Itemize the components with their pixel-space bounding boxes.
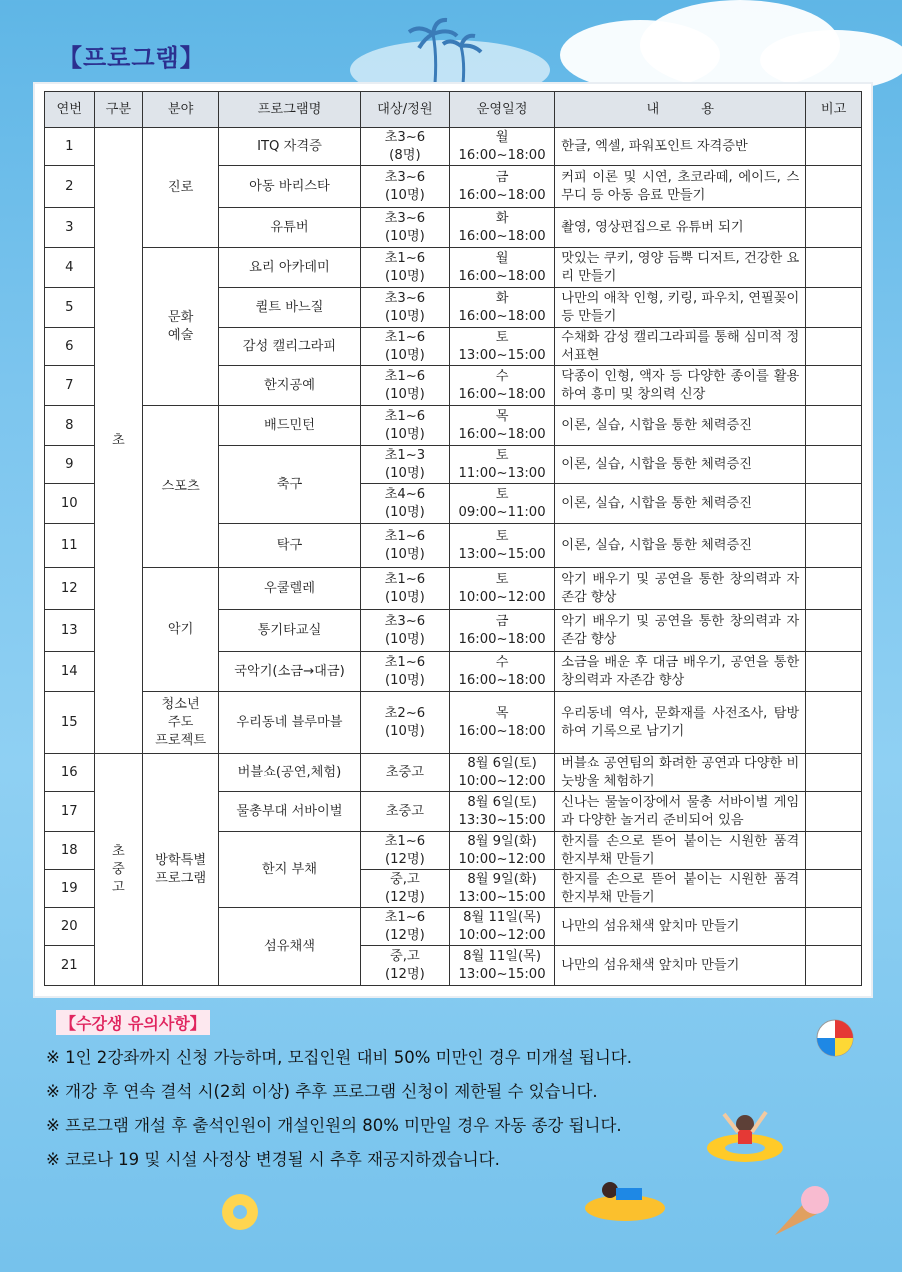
content-cell: 한글, 엑셀, 파워포인트 자격증반 (555, 128, 806, 166)
schedule-cell: 토 11:00~13:00 (449, 446, 554, 484)
row-number: 10 (45, 484, 95, 524)
program-name: 버블쇼(공연,체험) (219, 754, 361, 792)
row-number: 16 (45, 754, 95, 792)
note-cell (806, 610, 862, 652)
table-row (45, 754, 862, 792)
target-cell: 초3~6 (10명) (360, 208, 449, 248)
target-cell: 초4~6 (10명) (360, 484, 449, 524)
note-cell (806, 870, 862, 908)
schedule-cell: 월 16:00~18:00 (449, 248, 554, 288)
table-row (45, 568, 862, 610)
field-cell: 스포츠 (143, 406, 219, 568)
program-table (44, 91, 862, 986)
header-name: 프로그램명 (219, 92, 361, 128)
notice-title: 【수강생 유의사항】 (56, 1010, 210, 1035)
content-cell: 나만의 애착 인형, 키링, 파우치, 연필꽂이 등 만들기 (555, 288, 806, 328)
schedule-cell: 토 10:00~12:00 (449, 568, 554, 610)
target-cell: 초1~6 (10명) (360, 524, 449, 568)
note-cell (806, 754, 862, 792)
schedule-cell: 토 09:00~11:00 (449, 484, 554, 524)
header-field: 분야 (143, 92, 219, 128)
row-number: 13 (45, 610, 95, 652)
note-cell (806, 568, 862, 610)
target-cell: 초1~6 (10명) (360, 366, 449, 406)
field-cell: 청소년 주도 프로젝트 (143, 692, 219, 754)
note-cell (806, 832, 862, 870)
field-cell: 문화 예술 (143, 248, 219, 406)
row-number: 17 (45, 792, 95, 832)
target-cell: 초1~6 (10명) (360, 248, 449, 288)
row-number: 6 (45, 328, 95, 366)
table-row (45, 128, 862, 166)
note-cell (806, 446, 862, 484)
content-cell: 한지를 손으로 뜯어 붙이는 시원한 품격 한지부채 만들기 (555, 832, 806, 870)
row-number: 11 (45, 524, 95, 568)
schedule-cell: 화 16:00~18:00 (449, 288, 554, 328)
row-number: 14 (45, 652, 95, 692)
content-cell: 나만의 섬유채색 앞치마 만들기 (555, 946, 806, 986)
content-cell: 악기 배우기 및 공연을 통한 창의력과 자존감 향상 (555, 568, 806, 610)
content-cell: 맛있는 쿠키, 영양 듬뿍 디저트, 건강한 요리 만들기 (555, 248, 806, 288)
program-name: 섬유채색 (219, 908, 361, 986)
swimmer-ring-icon (700, 1100, 790, 1170)
row-number: 21 (45, 946, 95, 986)
header-target: 대상/정원 (360, 92, 449, 128)
note-cell (806, 524, 862, 568)
header-no: 연번 (45, 92, 95, 128)
floating-child-icon (580, 1168, 670, 1228)
notice-item: ※ 개강 후 연속 결석 시(2회 이상) 추후 프로그램 신청이 제한될 수 있습니다. (46, 1082, 598, 1101)
table-header-row (45, 92, 862, 128)
target-cell: 초1~6 (10명) (360, 328, 449, 366)
program-name: 감성 캘리그라피 (219, 328, 361, 366)
row-number: 20 (45, 908, 95, 946)
note-cell (806, 366, 862, 406)
schedule-cell: 금 16:00~18:00 (449, 610, 554, 652)
note-cell (806, 128, 862, 166)
note-cell (806, 248, 862, 288)
schedule-cell: 목 16:00~18:00 (449, 692, 554, 754)
program-name: 축구 (219, 446, 361, 524)
row-number: 19 (45, 870, 95, 908)
content-cell: 이론, 실습, 시합을 통한 체력증진 (555, 446, 806, 484)
row-number: 5 (45, 288, 95, 328)
content-cell: 촬영, 영상편집으로 유튜버 되기 (555, 208, 806, 248)
note-cell (806, 406, 862, 446)
row-number: 8 (45, 406, 95, 446)
content-cell: 커피 이론 및 시연, 초코라떼, 에이드, 스무디 등 아동 음료 만들기 (555, 166, 806, 208)
beach-ball-icon (815, 1018, 855, 1058)
ice-cream-icon (765, 1180, 835, 1240)
row-number: 3 (45, 208, 95, 248)
row-number: 7 (45, 366, 95, 406)
target-cell: 초1~6 (12명) (360, 832, 449, 870)
palm-tree-icon (405, 14, 485, 84)
group-cell: 초 (94, 128, 143, 754)
target-cell: 중,고 (12명) (360, 870, 449, 908)
table-row (45, 248, 862, 288)
header-content: 내 용 (555, 92, 806, 128)
row-number: 1 (45, 128, 95, 166)
content-cell: 이론, 실습, 시합을 통한 체력증진 (555, 406, 806, 446)
row-number: 2 (45, 166, 95, 208)
field-cell: 진로 (143, 128, 219, 248)
page-title: 【프로그램】 (58, 44, 205, 72)
content-cell: 닥종이 인형, 액자 등 다양한 종이를 활용하여 흥미 및 창의력 신장 (555, 366, 806, 406)
header-schedule: 운영일정 (449, 92, 554, 128)
notice-item: ※ 프로그램 개설 후 출석인원이 개설인원의 80% 미만일 경우 자동 종강 됩니다. (46, 1116, 622, 1135)
note-cell (806, 328, 862, 366)
program-name: 우리동네 블루마블 (219, 692, 361, 754)
header-note: 비고 (806, 92, 862, 128)
row-number: 9 (45, 446, 95, 484)
notice-item: ※ 코로나 19 및 시설 사정상 변경될 시 추후 재공지하겠습니다. (46, 1150, 500, 1169)
group-cell: 초 중 고 (94, 754, 143, 986)
content-cell: 나만의 섬유채색 앞치마 만들기 (555, 908, 806, 946)
field-cell: 방학특별 프로그램 (143, 754, 219, 986)
content-cell: 우리동네 역사, 문화재를 사전조사, 탐방하여 기록으로 남기기 (555, 692, 806, 754)
content-cell: 소금을 배운 후 대금 배우기, 공연을 통한 창의력과 자존감 향상 (555, 652, 806, 692)
program-name: 통기타교실 (219, 610, 361, 652)
content-cell: 버블쇼 공연팀의 화려한 공연과 다양한 비눗방울 체험하기 (555, 754, 806, 792)
schedule-cell: 월 16:00~18:00 (449, 128, 554, 166)
program-name: 우쿨렐레 (219, 568, 361, 610)
schedule-cell: 토 13:00~15:00 (449, 328, 554, 366)
schedule-cell: 8월 9일(화) 10:00~12:00 (449, 832, 554, 870)
program-name: 탁구 (219, 524, 361, 568)
program-name: 물총부대 서바이벌 (219, 792, 361, 832)
schedule-cell: 8월 6일(토) 10:00~12:00 (449, 754, 554, 792)
program-name: 국악기(소금→대금) (219, 652, 361, 692)
schedule-cell: 8월 9일(화) 13:00~15:00 (449, 870, 554, 908)
table-row (45, 406, 862, 446)
content-cell: 이론, 실습, 시합을 통한 체력증진 (555, 484, 806, 524)
row-number: 12 (45, 568, 95, 610)
target-cell: 초1~6 (10명) (360, 568, 449, 610)
note-cell (806, 946, 862, 986)
schedule-cell: 토 13:00~15:00 (449, 524, 554, 568)
program-name: 퀼트 바느질 (219, 288, 361, 328)
note-cell (806, 166, 862, 208)
cloud-decoration (760, 30, 902, 90)
content-cell: 이론, 실습, 시합을 통한 체력증진 (555, 524, 806, 568)
content-cell: 수채화 감성 캘리그라피를 통해 심미적 정서표현 (555, 328, 806, 366)
program-name: 배드민턴 (219, 406, 361, 446)
target-cell: 초1~3 (10명) (360, 446, 449, 484)
note-cell (806, 484, 862, 524)
note-cell (806, 652, 862, 692)
schedule-cell: 8월 6일(토) 13:30~15:00 (449, 792, 554, 832)
program-name: 한지공예 (219, 366, 361, 406)
note-cell (806, 692, 862, 754)
program-name: 요리 아카데미 (219, 248, 361, 288)
schedule-cell: 수 16:00~18:00 (449, 652, 554, 692)
content-cell: 악기 배우기 및 공연을 통한 창의력과 자존감 향상 (555, 610, 806, 652)
donut-float-icon (218, 1190, 262, 1234)
target-cell: 초1~6 (10명) (360, 652, 449, 692)
target-cell: 초1~6 (12명) (360, 908, 449, 946)
header-gubun: 구분 (94, 92, 143, 128)
schedule-cell: 목 16:00~18:00 (449, 406, 554, 446)
target-cell: 초3~6 (10명) (360, 610, 449, 652)
note-cell (806, 208, 862, 248)
notice-item: ※ 1인 2강좌까지 신청 가능하며, 모집인원 대비 50% 미만인 경우 미개설 됩니다. (46, 1048, 632, 1067)
note-cell (806, 792, 862, 832)
row-number: 18 (45, 832, 95, 870)
schedule-cell: 화 16:00~18:00 (449, 208, 554, 248)
schedule-cell: 수 16:00~18:00 (449, 366, 554, 406)
program-name: 유튜버 (219, 208, 361, 248)
program-name: ITQ 자격증 (219, 128, 361, 166)
content-cell: 신나는 물놀이장에서 물총 서바이벌 게임과 다양한 놀거리 준비되어 있음 (555, 792, 806, 832)
field-cell: 악기 (143, 568, 219, 692)
program-name: 아동 바리스타 (219, 166, 361, 208)
target-cell: 초3~6 (10명) (360, 288, 449, 328)
target-cell: 초중고 (360, 754, 449, 792)
note-cell (806, 908, 862, 946)
target-cell: 초3~6 (10명) (360, 166, 449, 208)
target-cell: 초1~6 (10명) (360, 406, 449, 446)
table-row (45, 692, 862, 754)
target-cell: 중,고 (12명) (360, 946, 449, 986)
schedule-cell: 8월 11일(목) 13:00~15:00 (449, 946, 554, 986)
target-cell: 초2~6 (10명) (360, 692, 449, 754)
target-cell: 초3~6 (8명) (360, 128, 449, 166)
schedule-cell: 금 16:00~18:00 (449, 166, 554, 208)
program-name: 한지 부채 (219, 832, 361, 908)
schedule-cell: 8월 11일(목) 10:00~12:00 (449, 908, 554, 946)
content-cell: 한지를 손으로 뜯어 붙이는 시원한 품격 한지부채 만들기 (555, 870, 806, 908)
row-number: 15 (45, 692, 95, 754)
note-cell (806, 288, 862, 328)
program-panel (33, 82, 873, 998)
target-cell: 초중고 (360, 792, 449, 832)
row-number: 4 (45, 248, 95, 288)
